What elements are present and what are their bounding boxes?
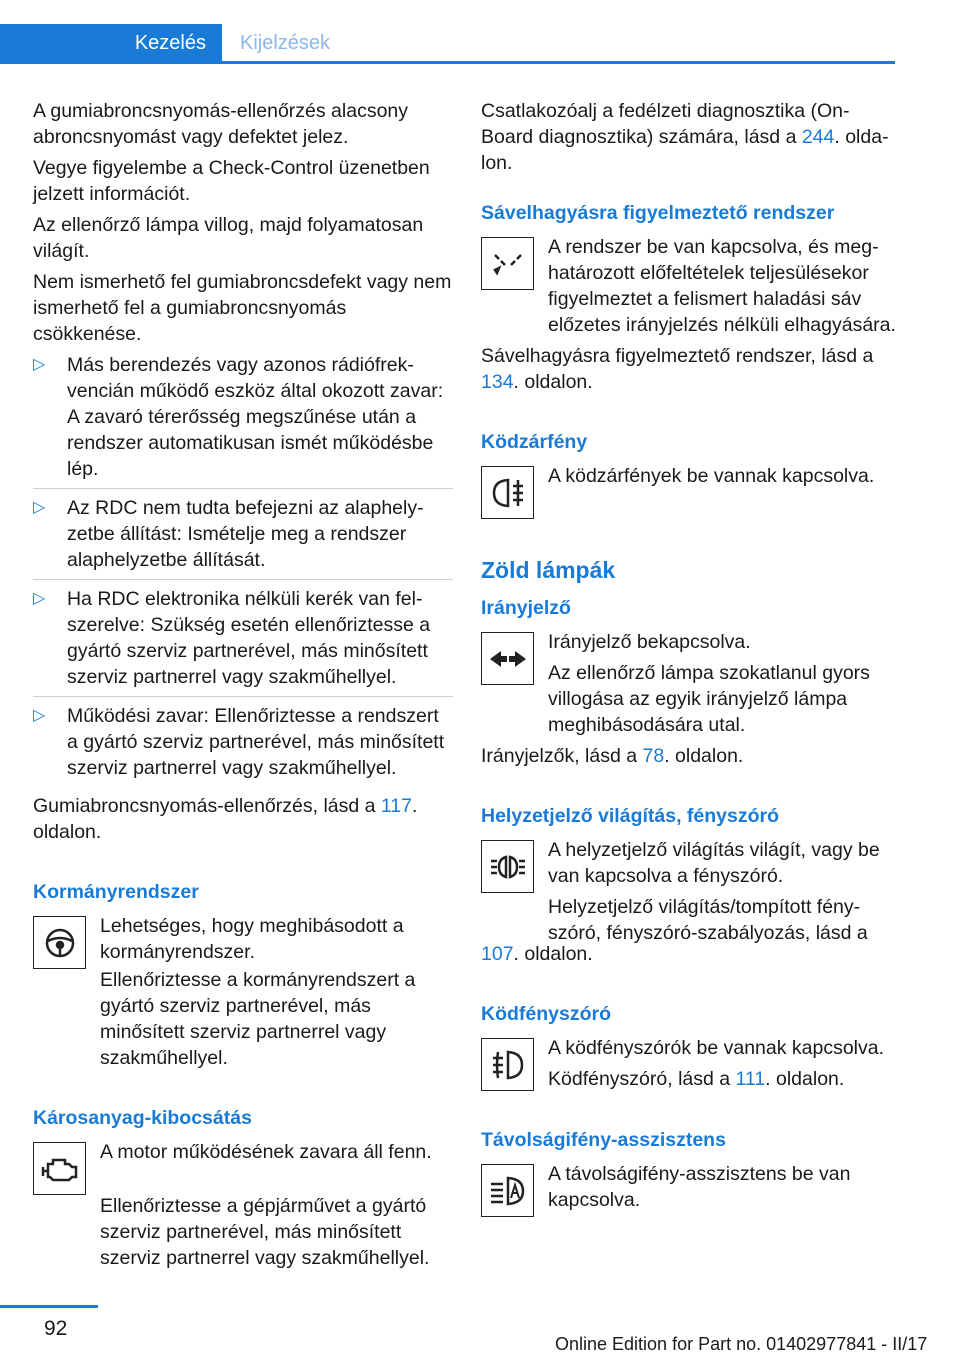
turn-signal-icon bbox=[481, 632, 534, 685]
turn-ref: Irányjelzők, lásd a 78. oldalon. bbox=[481, 745, 744, 767]
footer-rule bbox=[0, 1305, 98, 1308]
fog-text: A ködfényszórók be vannak kapcsolva. bbox=[548, 1037, 885, 1059]
paragraph: Vegye figyelembe a Check-Control üzenetben jelzett információt. bbox=[33, 157, 430, 205]
bullet-triangle-icon: ▷ bbox=[33, 356, 46, 373]
section-heading-turn: Irányjelző bbox=[481, 597, 571, 619]
rear-fog-light-icon bbox=[481, 466, 534, 519]
section-heading-parking: Helyzetjelző világítás, fényszóró bbox=[481, 805, 780, 827]
paragraph: Az ellenőrző lámpa villog, majd folyamatosan világít. bbox=[33, 214, 424, 262]
lane-departure-icon bbox=[481, 237, 534, 290]
footer-edition: Online Edition for Part no. 01402977841 - II/17 bbox=[555, 1334, 928, 1354]
list-item: ▷ Ha RDC elektronika nélküli kerék van felszerelve: Szükség esetén ellenőriztesse a gyártó szerviz partnerével, más minősített szerviz partnerrel vagy szakműhellyel. bbox=[33, 586, 453, 697]
parking-text-1: A helyzetjelző világítás világít, vagy be van kapcsolva a fényszóró. bbox=[548, 839, 880, 887]
page-number: 92 bbox=[44, 1317, 68, 1340]
paragraph: Nem ismerhető fel gumiabroncsdefekt vagy nem ismerhető fel a gumiabroncsnyomás csökkenése. bbox=[33, 271, 452, 345]
page-link-78[interactable]: 78 bbox=[642, 745, 665, 767]
left-column bbox=[33, 98, 453, 1276]
parking-light-row bbox=[481, 837, 897, 946]
emission-text: A motor működésének zavara áll fenn. bbox=[100, 1141, 432, 1163]
section-heading-lane: Sávelhagyásra figyelmeztető rendszer bbox=[481, 202, 835, 224]
steering-warning-row bbox=[33, 913, 453, 971]
emission-warning-row bbox=[33, 1139, 453, 1197]
turn-signal-row bbox=[481, 629, 897, 738]
steering-warning-icon bbox=[33, 916, 86, 969]
high-beam-assistant-icon bbox=[481, 1164, 534, 1217]
steering-text-2: Ellenőriztesse a kormányrendszert a gyártó szerviz partnerével, más minősített szerviz partnerrel vagy szakműhellyel. bbox=[100, 969, 416, 1069]
engine-icon bbox=[33, 1142, 86, 1195]
section-heading-rear-fog: Ködzárfény bbox=[481, 431, 588, 453]
section-heading-fog: Ködfényszóró bbox=[481, 1003, 612, 1025]
steering-text: Lehetséges, hogy meghibásodott a kormányrendszer. bbox=[100, 915, 404, 963]
lane-ref: Sávelhagyásra figyelmeztető rendszer, lásd a 134. oldalon. bbox=[481, 345, 874, 393]
emission-text-2: Ellenőriztesse a gépjárművet a gyártó szerviz partnerével, más minősített szerviz partnerrel vagy szakműhellyel. bbox=[100, 1195, 430, 1269]
tab-kijelzesek[interactable]: Kijelzések bbox=[240, 32, 331, 54]
reference-text: Gumiabroncsnyomás-ellenőrzés, lásd a 117. oldalon. bbox=[33, 795, 418, 843]
turn-text-1: Irányjelző bekapcsolva. bbox=[548, 631, 751, 653]
list-item: ▷ Más berendezés vagy azonos rádiófrekvencián működő eszköz által okozott zavar: A zavaró térerősség megszűnése után a rendszer automatikusan ismét működésbe lép. bbox=[33, 352, 453, 489]
bullet-triangle-icon: ▷ bbox=[33, 499, 46, 516]
list-item: ▷ Az RDC nem tudta befejezni az alaphelyzetbe állítást: Ismételje meg a rendszer alaphelyzetbe állítását. bbox=[33, 495, 453, 580]
section-heading-green: Zöld lámpák bbox=[481, 557, 616, 583]
tab-kezeles[interactable]: Kezelés bbox=[0, 24, 222, 61]
list-item: ▷ Működési zavar: Ellenőriztesse a rendszert a gyártó szerviz partnerével, más minősített szerviz partnerrel vagy szakműhellyel. bbox=[33, 705, 445, 779]
front-fog-light-icon bbox=[481, 1038, 534, 1091]
rear-fog-row bbox=[481, 463, 897, 521]
page-link-117[interactable]: 117 bbox=[380, 795, 412, 817]
fog-light-row bbox=[481, 1035, 897, 1093]
highbeam-row bbox=[481, 1161, 897, 1219]
fog-ref: Ködfényszóró, lásd a 111. oldalon. bbox=[548, 1068, 845, 1090]
right-column bbox=[481, 98, 897, 1219]
obd-text: Csatlakozóalj a fedélzeti diagnosztika (On-Board diagnosztika) számára, lásd a 244. oldalon. bbox=[481, 100, 889, 174]
section-heading-steering: Kormányrendszer bbox=[33, 881, 199, 903]
header-tabs bbox=[0, 24, 895, 64]
parking-text-2: Helyzetjelző világítás/tompított fényszóró, fényszóró-szabályozás, lásd a bbox=[548, 896, 868, 944]
section-heading-emission: Károsanyag-kibocsátás bbox=[33, 1107, 252, 1129]
bullet-triangle-icon: ▷ bbox=[33, 707, 46, 724]
lane-warning-row bbox=[481, 234, 897, 338]
rear-fog-text: A ködzárfények be vannak kapcsolva. bbox=[548, 465, 875, 487]
highbeam-text: A távolságifény-asszisztens be van kapcsolva. bbox=[548, 1163, 851, 1211]
page-link-107[interactable]: 107 bbox=[481, 943, 514, 965]
turn-text-2: Az ellenőrző lámpa szokatlanul gyors villogása az egyik irányjelző lámpa meghibásodására utal. bbox=[548, 662, 870, 736]
page-link-111[interactable]: 111 bbox=[735, 1068, 766, 1090]
section-heading-highbeam: Távolságifény-asszisztens bbox=[481, 1129, 726, 1151]
lane-text: A rendszer be van kapcsolva, és meghatározott előfeltételek teljesülésekor figyelmeztet a felismert haladási sáv előzetes irányjelzés nélküli elhagyására. bbox=[548, 236, 896, 336]
page-link-244[interactable]: 244 bbox=[801, 126, 835, 148]
parking-ref: 107. oldalon. bbox=[481, 943, 593, 965]
paragraph: A gumiabroncsnyomás-ellenőrzés alacsony abroncsnyomást vagy defektet jelez. bbox=[33, 100, 409, 148]
bullet-triangle-icon: ▷ bbox=[33, 590, 46, 607]
parking-light-icon bbox=[481, 840, 534, 893]
page-link-134[interactable]: 134 bbox=[481, 371, 514, 393]
